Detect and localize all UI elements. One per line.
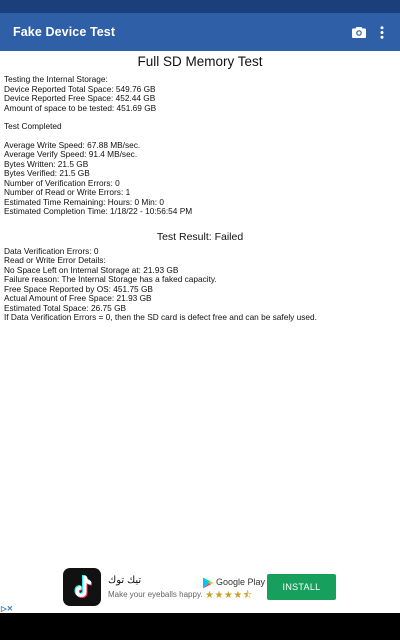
result-line: Free Space Reported by OS: 451.75 GB — [4, 284, 153, 294]
stat-line: Average Verify Speed: 91.4 MB/sec. — [4, 150, 138, 159]
storage-line: Amount of space to be tested: 451.69 GB — [4, 103, 157, 113]
storage-info — [4, 75, 396, 113]
ad-app-name[interactable]: تيك توك — [108, 575, 142, 586]
tiktok-logo-icon[interactable] — [63, 568, 101, 606]
result-line: Estimated Total Space: 26.75 GB — [4, 303, 127, 313]
app-bar — [0, 13, 400, 51]
rating-stars-icon: ★★★★⯪ — [205, 590, 253, 601]
ad-tagline: Make your eyeballs happy. — [108, 590, 203, 599]
result-line: No Space Left on Internal Storage at: 21.93 GB — [4, 265, 179, 275]
camera-button[interactable] — [349, 23, 369, 41]
stat-line: Number of Read or Write Errors: 1 — [4, 188, 131, 197]
store-name: Google Play — [216, 577, 266, 587]
install-button[interactable]: INSTALL — [267, 574, 336, 600]
result-title: Test Result: Failed — [156, 230, 244, 243]
storage-line: Device Reported Total Space: 549.76 GB — [4, 84, 156, 94]
test-stats — [4, 141, 396, 217]
stat-line: Bytes Written: 21.5 GB — [4, 159, 89, 169]
result-line: Data Verification Errors: 0 — [4, 246, 99, 256]
test-status — [4, 122, 396, 132]
storage-line: Device Reported Free Space: 452.44 GB — [4, 94, 156, 103]
status-bar — [0, 0, 400, 13]
storage-line: Testing the Internal Storage: — [4, 75, 108, 84]
page-title: Full SD Memory Test — [137, 54, 263, 69]
status-text: Test Completed — [4, 122, 62, 131]
test-report — [0, 51, 400, 561]
app-title: Fake Device Test — [13, 25, 116, 39]
stat-line: Estimated Completion Time: 1/18/22 - 10:56:54 PM — [4, 207, 193, 216]
ad-choices-icon[interactable]: ▷✕ — [1, 604, 14, 613]
navigation-bar — [0, 613, 400, 640]
stat-line: Estimated Time Remaining: Hours: 0 Min: 0 — [4, 197, 165, 207]
result-line: If Data Verification Errors = 0, then the SD card is defect free and can be safely used. — [4, 313, 317, 322]
stat-line: Bytes Verified: 21.5 GB — [4, 169, 90, 178]
ad-banner[interactable] — [0, 561, 400, 613]
stat-line: Average Write Speed: 67.88 MB/sec. — [4, 140, 141, 150]
camera-icon — [352, 26, 366, 38]
more-options-button[interactable] — [374, 22, 390, 42]
result-details — [4, 247, 396, 323]
stat-line: Number of Verification Errors: 0 — [4, 178, 120, 188]
result-line: Failure reason: The Internal Storage has a faked capacity. — [4, 275, 217, 284]
music-note-icon — [70, 574, 94, 600]
more-vert-icon — [380, 26, 384, 39]
result-line: Read or Write Error Details: — [4, 256, 106, 265]
result-line: Actual Amount of Free Space: 21.93 GB — [4, 294, 152, 303]
